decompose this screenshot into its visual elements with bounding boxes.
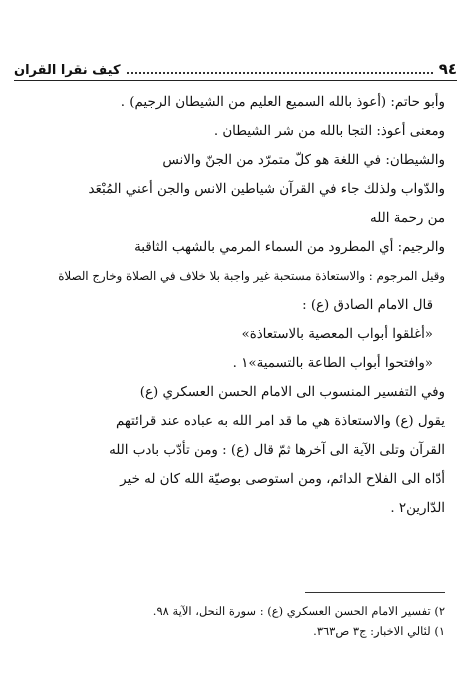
text-line: أدّاه الى الفلاح الدائم، ومن استوصى بوصيّة الله كان له خير [120,472,445,487]
quote-line: «أغلقوا أبواب المعصية بالاستعاذة» [241,327,433,342]
running-title: كيف نقرا القران [14,63,121,78]
text-line: والدّواب ولذلك جاء في القرآن شياطين الانس والجن أعني المُبْعَد [88,182,445,197]
text-line: وأبو حاتم: (أعوذ بالله السميع العليم من الشيطان الرجيم) . [120,95,445,110]
footnotes [26,592,445,641]
text-line: وقيل المرجوم : والاستعاذة مستحبة غير واجبة بلا خلاف في الصلاة وخارج الصلاة [58,269,445,283]
footnote: ١) لئالي الاخبار: ج٣ ص٣٦٣. [313,624,445,638]
text-line: ومعنى أعوذ: التجا بالله من شر الشيطان . [213,124,445,139]
text-line: من رحمة الله [370,211,445,226]
body-text [26,88,445,523]
text-line: والرجيم: أي المطرود من السماء المرمي بالشهب الثاقبة [134,240,445,255]
text-line: والشيطان: في اللغة هو كلّ متمرّد من الجنّ والانس [162,153,445,168]
text-line: يقول (ع) والاستعاذة هي ما قد امر الله به عباده عند قرائتهم [115,414,445,429]
page-number: ٩٤ [438,60,457,78]
footnote: ٢) تفسير الامام الحسن العسكري (ع) : سورة النحل، الآية ٩٨. [152,604,445,618]
footnote-rule [305,592,445,593]
text-line: الدّارين٢ . [390,501,445,516]
page-header [14,58,457,81]
header-dotted-leader [127,72,433,74]
text-line: وفي التفسير المنسوب الى الامام الحسن العسكري (ع) [139,385,445,400]
text-line: قال الامام الصادق (ع) : [302,298,433,313]
quote-line: «وافتحوا أبواب الطاعة بالتسمية»١ . [232,356,433,371]
text-line: القرآن وتلى الآية الى آخرها ثمّ قال (ع) : ومن تأدّب بادب الله [109,443,445,458]
